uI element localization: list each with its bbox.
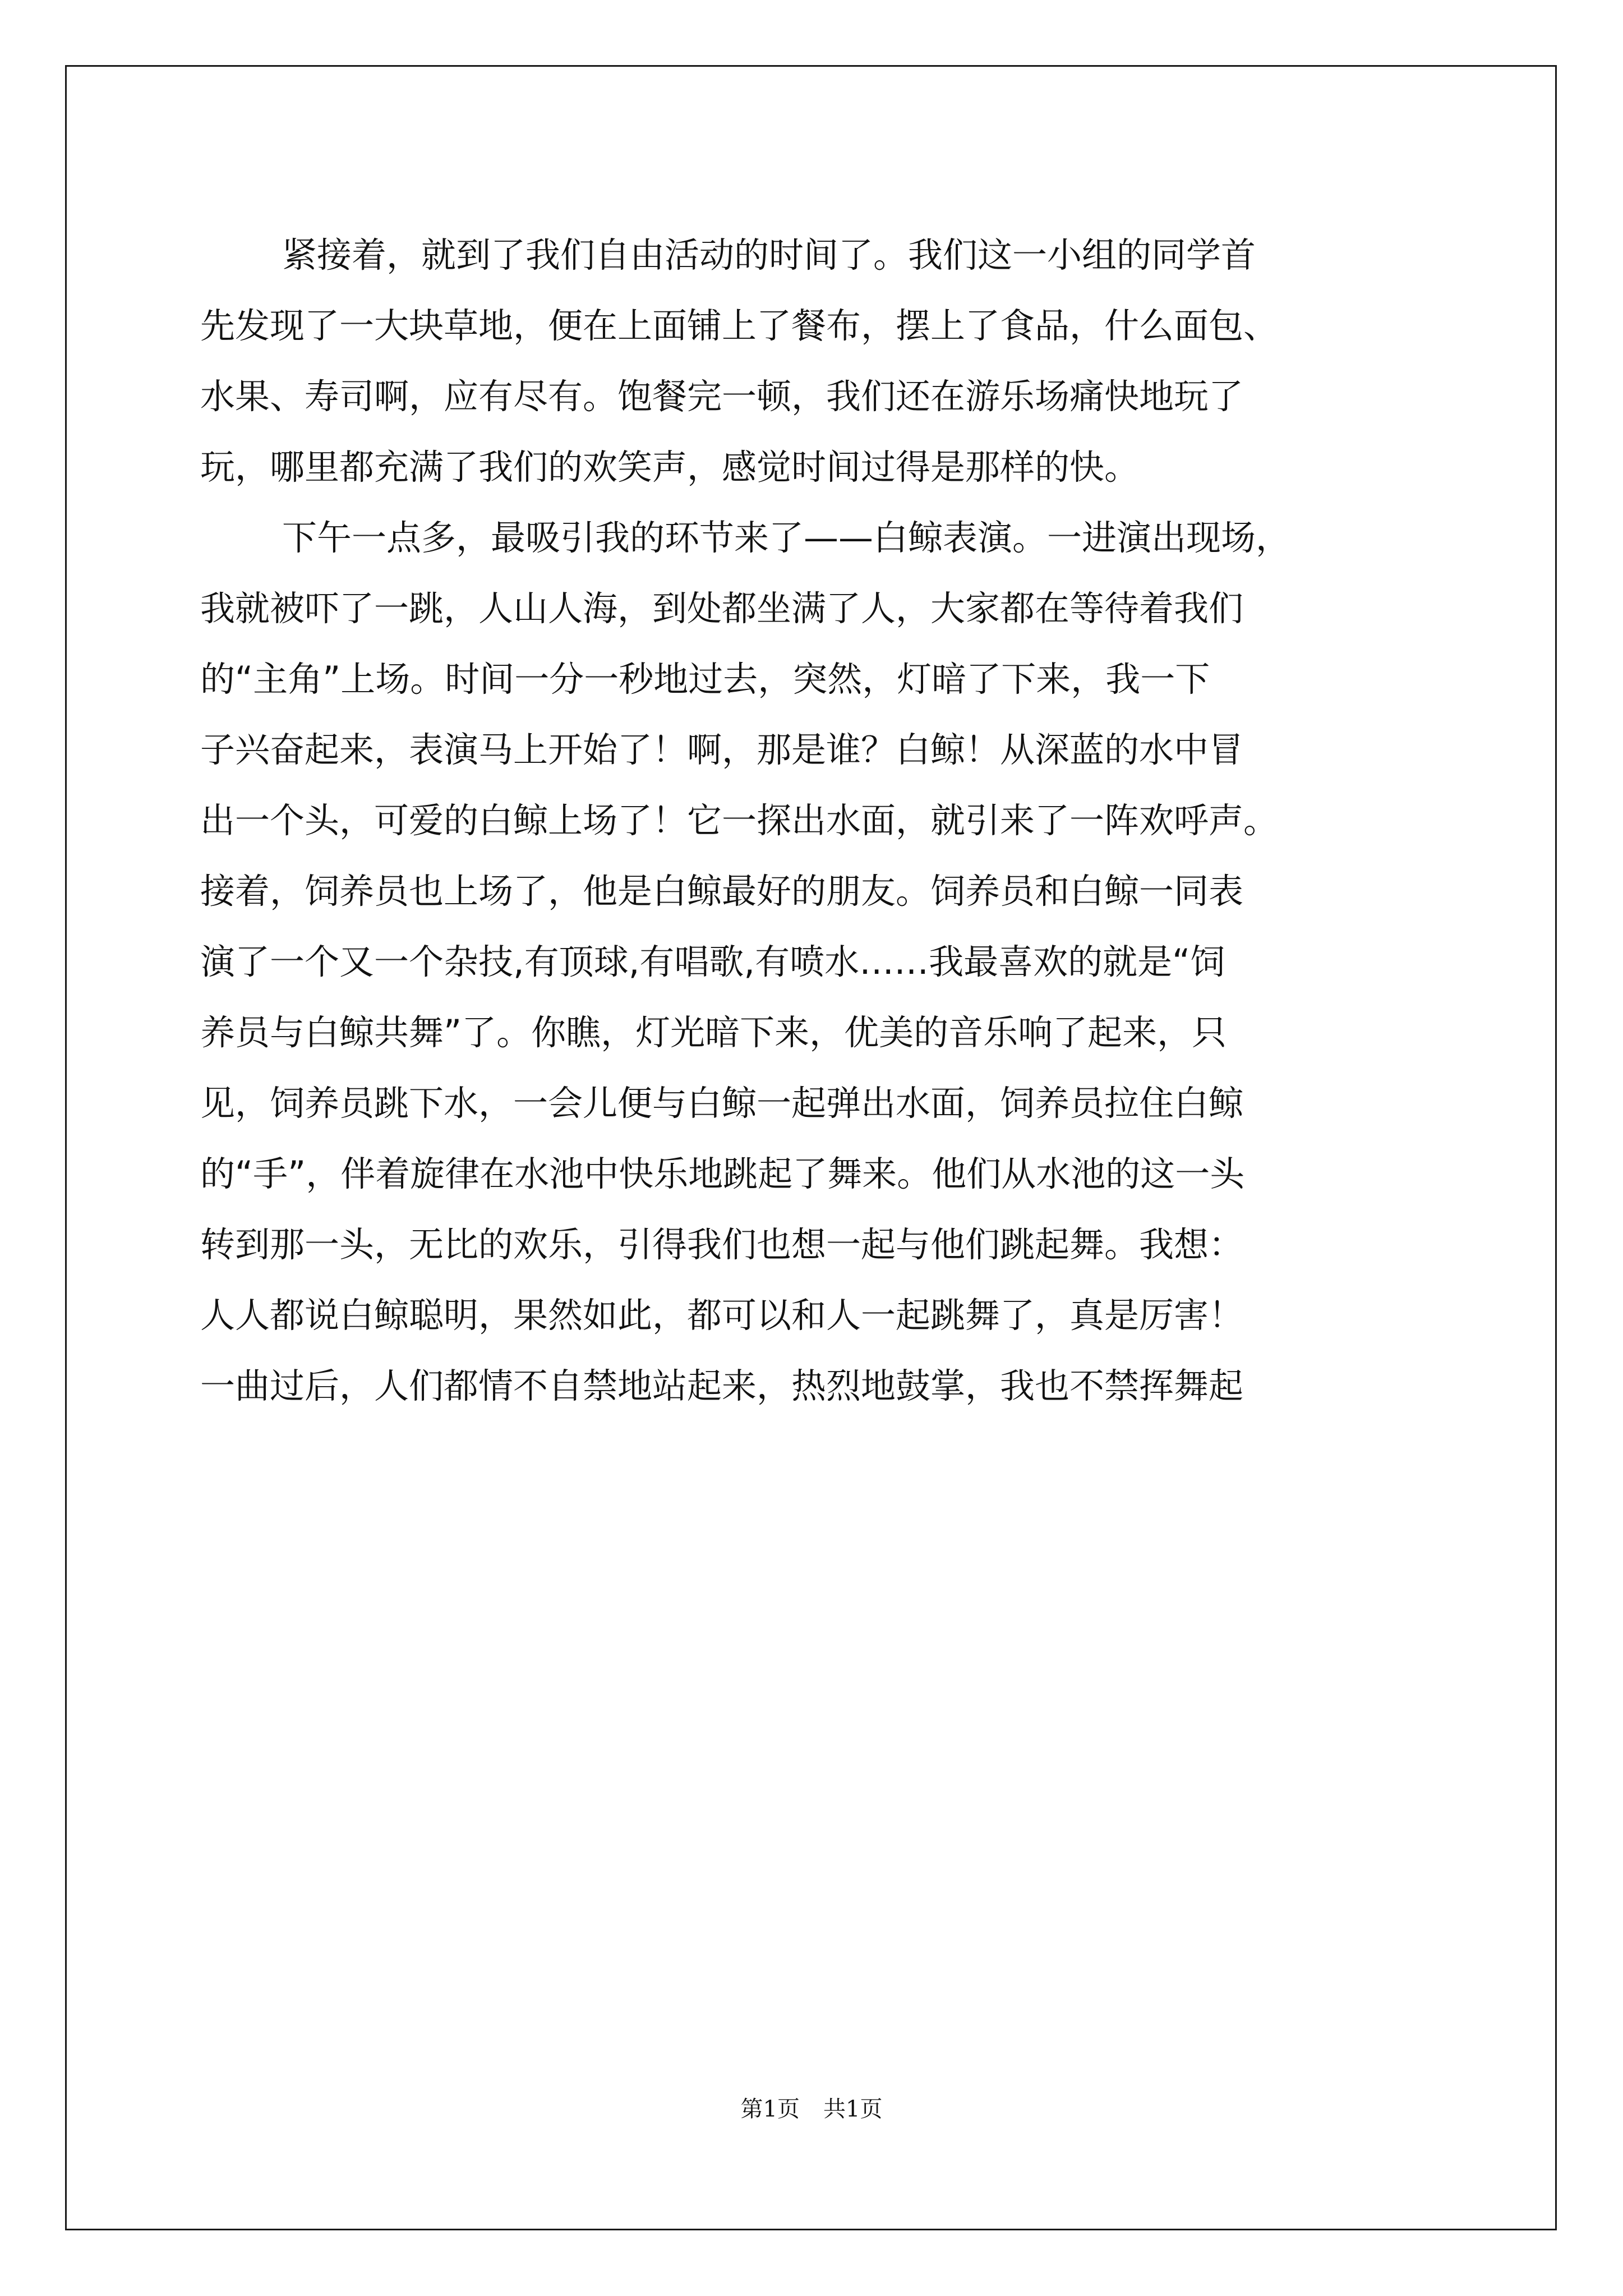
paragraph-2-line-8: 养员与白鲸共舞”了。你瞧，灯光暗下来，优美的音乐响了起来，只: [200, 1012, 1227, 1053]
paragraph-2-line-5: 出一个头，可爱的白鲸上场了！它一探出水面，就引来了一阵欢呼声。: [200, 800, 1279, 841]
page-number: 第1页: [740, 2096, 800, 2122]
paragraph-1-line-2: 先发现了一大块草地，便在上面铺上了餐布，摆上了食品，什么面包、: [200, 305, 1279, 346]
paragraph-2-line-4: 子兴奋起来，表演马上开始了！啊，那是谁？白鲸！从深蓝的水中冒: [200, 729, 1244, 770]
paragraph-2-line-3: 的“主角”上场。时间一分一秒地过去，突然，灯暗了下来，我一下: [200, 659, 1210, 700]
paragraph-1-line-3: 水果、寿司啊，应有尽有。饱餐完一顿，我们还在游乐场痛快地玩了: [200, 376, 1244, 417]
paragraph-2-line-11: 转到那一头，无比的欢乐，引得我们也想一起与他们跳起舞。我想：: [200, 1224, 1244, 1265]
paragraph-2-line-12: 人人都说白鲸聪明，果然如此，都可以和人一起跳舞了，真是厉害！: [200, 1295, 1244, 1336]
paragraph-2-line-9: 见，饲养员跳下水，一会儿便与白鲸一起弹出水面，饲养员拉住白鲸: [200, 1083, 1244, 1124]
page-footer: [0, 2091, 1623, 2123]
paragraph-2-line-10: 的“手”，伴着旋律在水池中快乐地跳起了舞来。他们从水池的这一头: [200, 1153, 1245, 1194]
page-total: 共1页: [823, 2096, 883, 2122]
paragraph-1-line-1: 紧接着，就到了我们自由活动的时间了。我们这一小组的同学首: [282, 234, 1256, 275]
paragraph-1-line-4: 玩，哪里都充满了我们的欢笑声，感觉时间过得是那样的快。: [200, 447, 1140, 487]
paragraph-2-line-7: 演了一个又一个杂技,有顶球,有唱歌,有喷水……我最喜欢的就是“饲: [200, 941, 1225, 982]
document-body: [200, 220, 1436, 1421]
paragraph-2-line-2: 我就被吓了一跳，人山人海，到处都坐满了人，大家都在等待着我们: [200, 588, 1244, 629]
paragraph-2-line-13: 一曲过后，人们都情不自禁地站起来，热烈地鼓掌，我也不禁挥舞起: [200, 1365, 1244, 1406]
paragraph-2-line-6: 接着，饲养员也上场了，他是白鲸最好的朋友。饲养员和白鲸一同表: [200, 871, 1244, 912]
paragraph-2-line-1: 下午一点多，最吸引我的环节来了——白鲸表演。一进演出现场，: [282, 517, 1291, 558]
